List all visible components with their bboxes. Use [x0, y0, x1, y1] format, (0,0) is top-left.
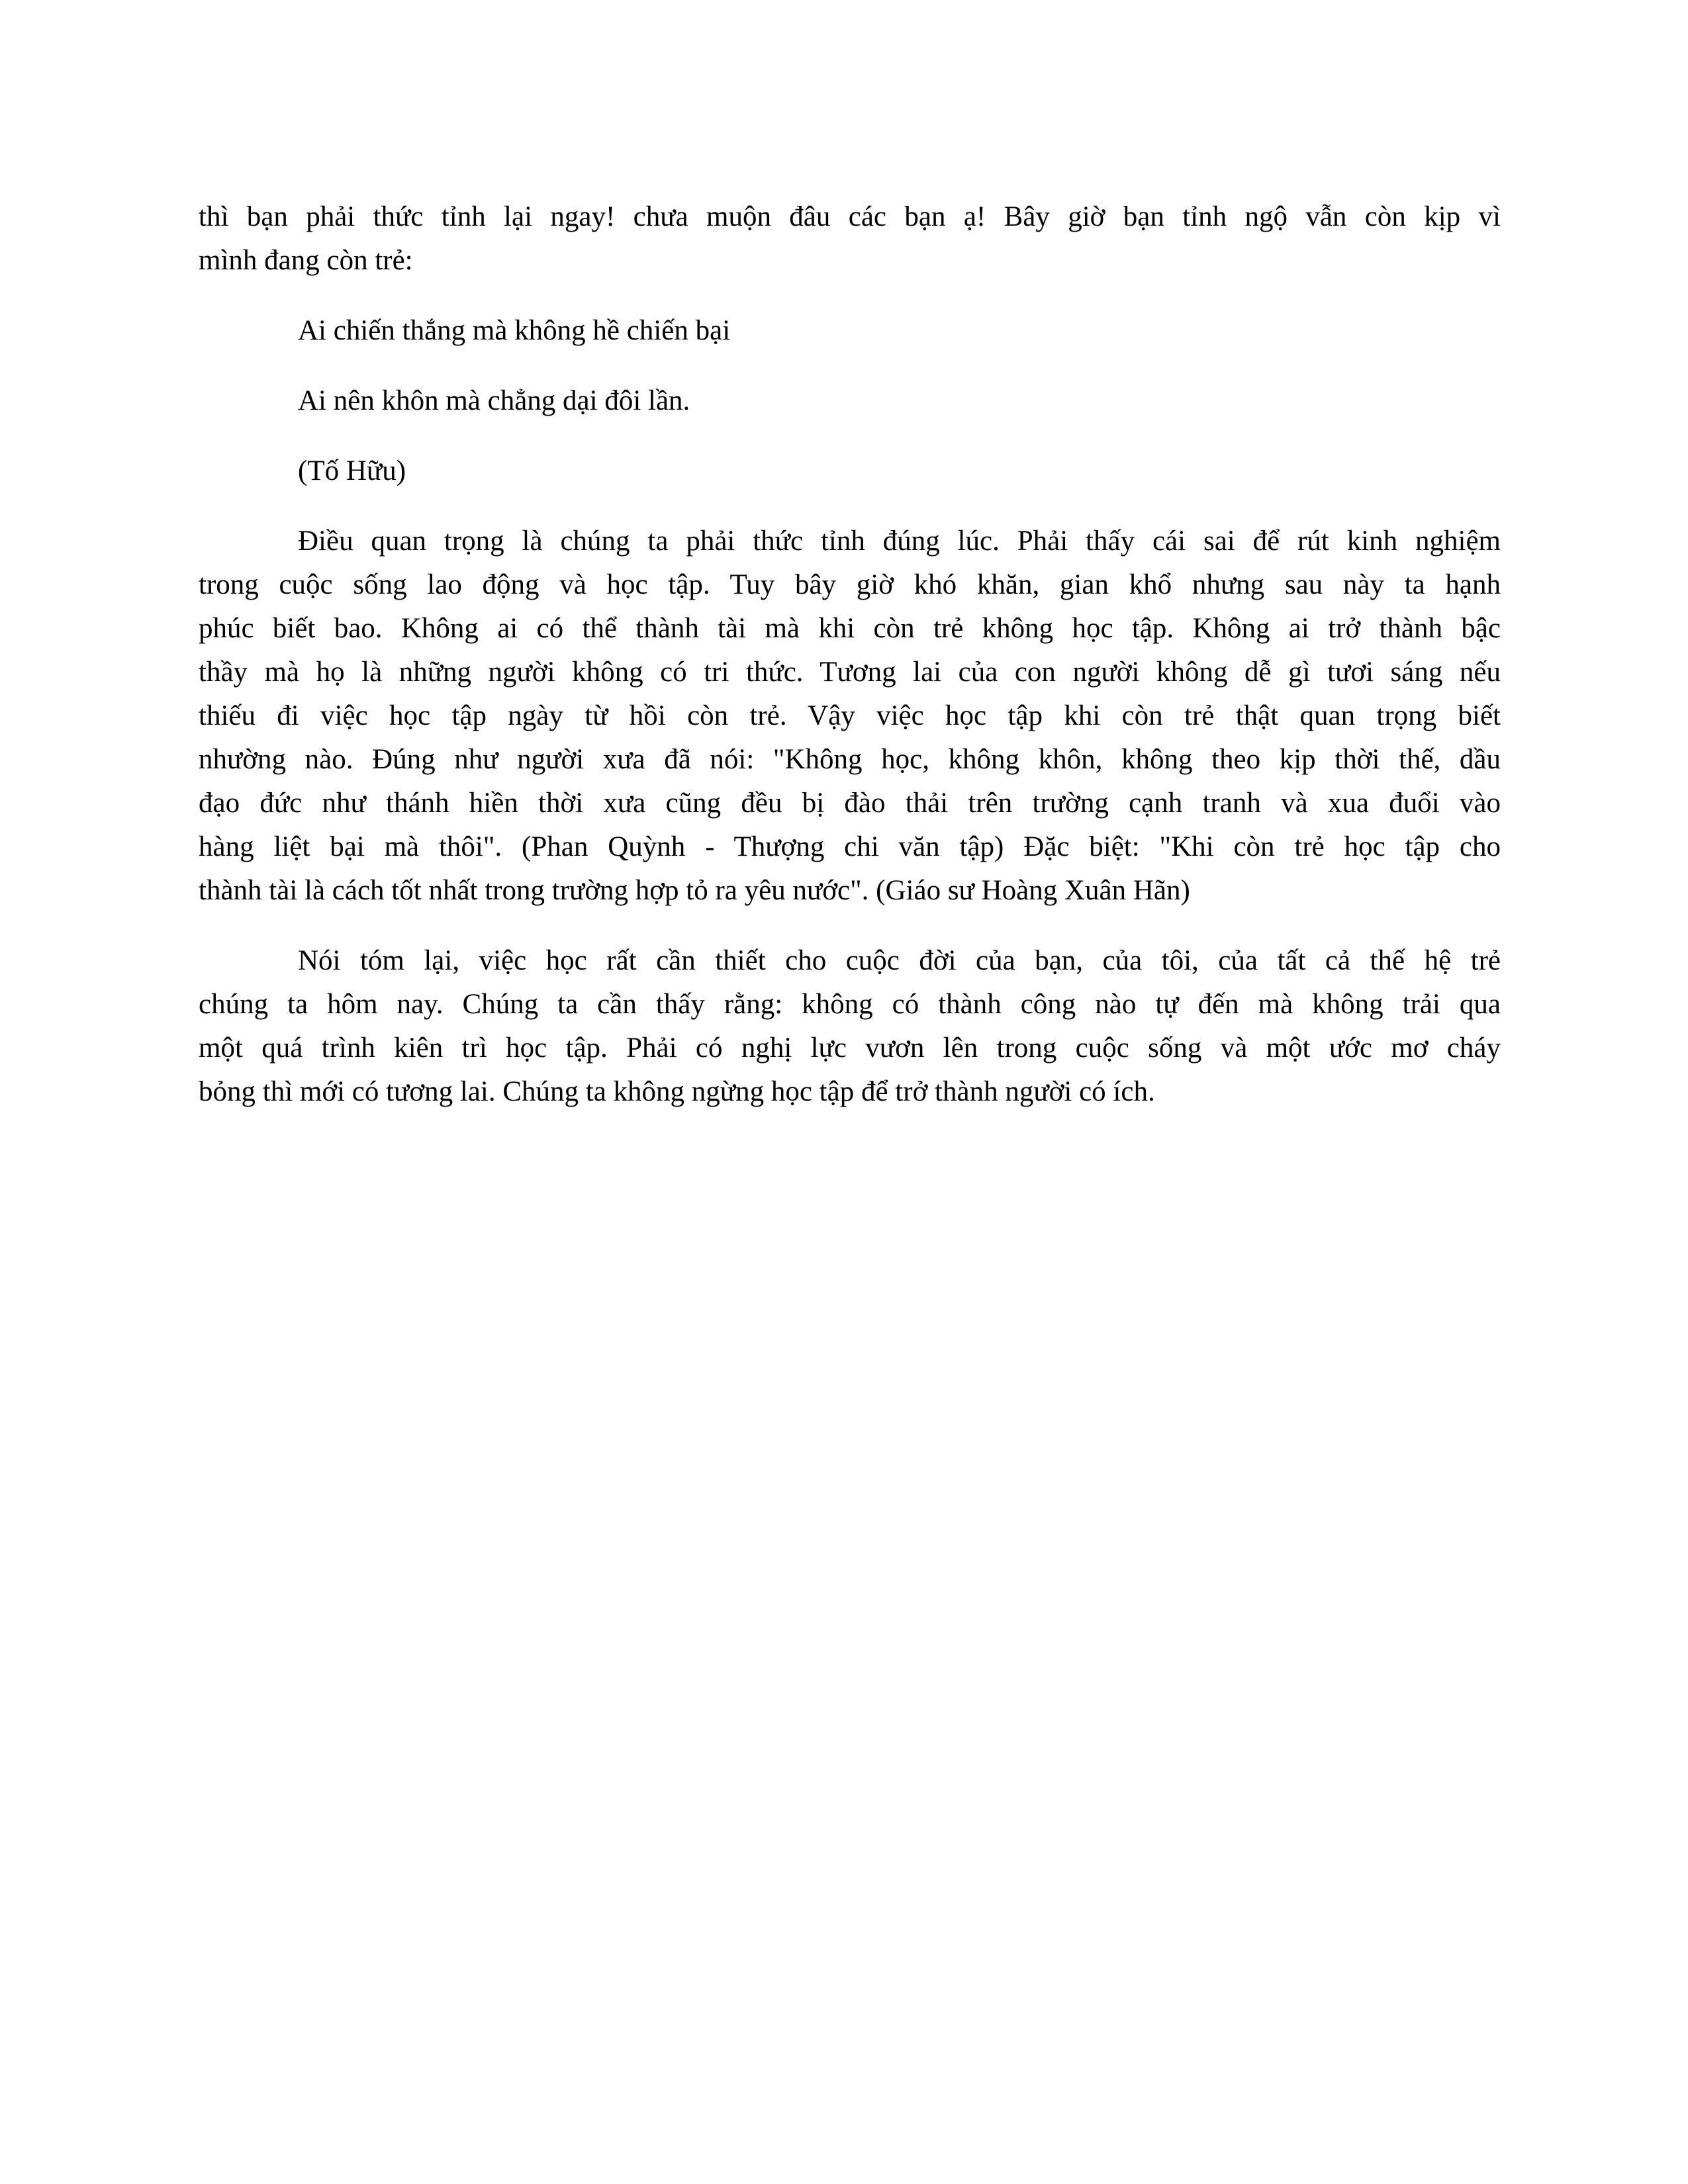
text-line: trong cuộc sống lao động và học tập. Tuy bây giờ khó khăn, gian khổ nhưng sau này ta hạnh: [199, 569, 1501, 600]
text-line: bỏng thì mới có tương lai. Chúng ta không ngừng học tập để trở thành người có ích.: [199, 1076, 1155, 1107]
body-paragraph: [199, 195, 1501, 283]
text-line: một quá trình kiên trì học tập. Phải có nghị lực vươn lên trong cuộc sống và một ước mơ cháy: [199, 1032, 1501, 1064]
verse-paragraph: [298, 449, 1501, 493]
text-line: mình đang còn trẻ:: [199, 245, 413, 276]
text-line: (Tố Hữu): [298, 455, 406, 486]
verse-paragraph: [298, 309, 1501, 353]
text-line: nhường nào. Đúng như người xưa đã nói: "Không học, không khôn, không theo kịp thời thế, dầu: [199, 744, 1501, 775]
text-line: thành tài là cách tốt nhất trong trường hợp tỏ ra yêu nước". (Giáo sư Hoàng Xuân Hãn): [199, 875, 1190, 906]
body-paragraph: [199, 520, 1501, 913]
verse-paragraph: [298, 379, 1501, 423]
text-line: Điều quan trọng là chúng ta phải thức tỉnh đúng lúc. Phải thấy cái sai để rút kinh nghiệm: [298, 525, 1501, 557]
text-line: Ai nên khôn mà chẳng dại đôi lần.: [298, 385, 690, 416]
text-line: thiếu đi việc học tập ngày từ hồi còn trẻ. Vậy việc học tập khi còn trẻ thật quan trọng biết: [199, 700, 1501, 731]
text-line: hàng liệt bại mà thôi". (Phan Quỳnh - Thượng chi văn tập) Đặc biệt: "Khi còn trẻ học tập cho: [199, 831, 1501, 862]
text-line: phúc biết bao. Không ai có thể thành tài mà khi còn trẻ không học tập. Không ai trở thành bậc: [199, 613, 1501, 644]
document-content: [199, 195, 1501, 1140]
text-line: Ai chiến thắng mà không hề chiến bại: [298, 315, 731, 346]
text-line: thì bạn phải thức tỉnh lại ngay! chưa muộn đâu các bạn ạ! Bây giờ bạn tỉnh ngộ vẫn còn kịp vì: [199, 201, 1501, 232]
text-line: chúng ta hôm nay. Chúng ta cần thấy rằng: không có thành công nào tự đến mà không trải qua: [199, 989, 1501, 1020]
text-line: thầy mà họ là những người không có tri thức. Tương lai của con người không dễ gì tươi sáng nếu: [199, 657, 1501, 688]
text-line: đạo đức như thánh hiền thời xưa cũng đều bị đào thải trên trường cạnh tranh và xua đuổi vào: [199, 788, 1501, 819]
body-paragraph: [199, 939, 1501, 1114]
text-line: Nói tóm lại, việc học rất cần thiết cho cuộc đời của bạn, của tôi, của tất cả thế hệ trẻ: [298, 945, 1501, 976]
